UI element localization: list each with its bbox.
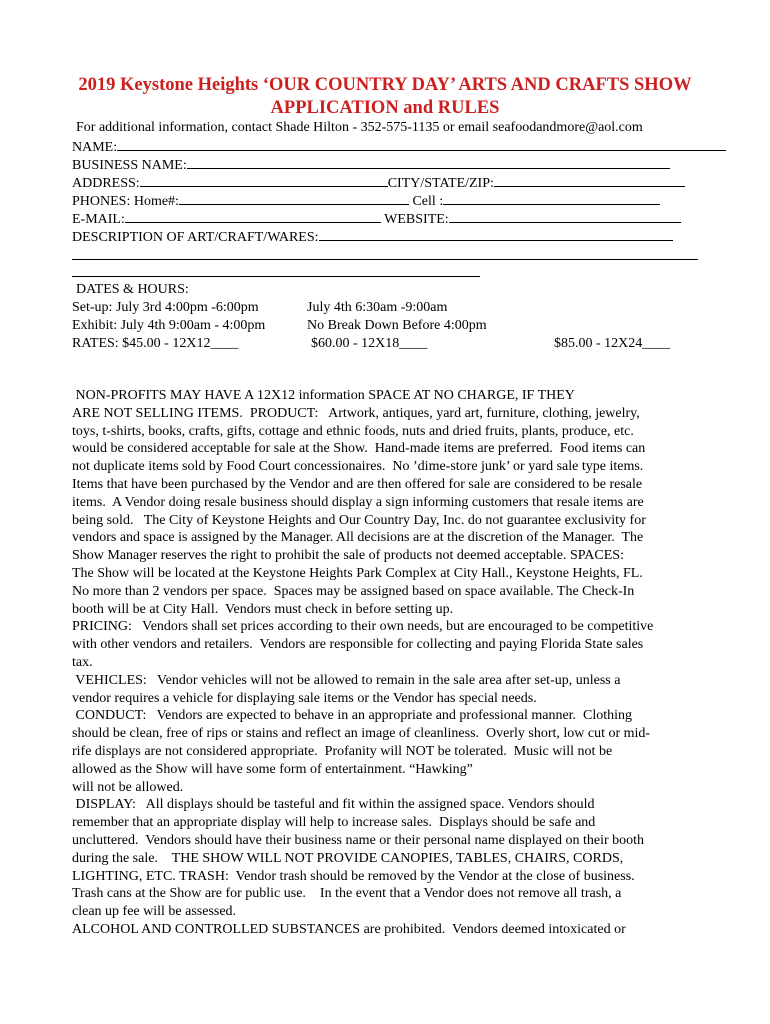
rate-12x18: $60.00 - 12X18____ — [311, 336, 428, 351]
description-field[interactable] — [319, 227, 673, 241]
rules-line: VEHICLES: Vendor vehicles will not be allowed to remain in the sale area after set-up, unless a — [72, 672, 621, 688]
description-line-3[interactable] — [72, 276, 480, 277]
setup-time-1: Set-up: July 3rd 4:00pm -6:00pm — [72, 300, 259, 315]
business-name-label: BUSINESS NAME: — [72, 158, 187, 173]
name-field[interactable] — [117, 137, 726, 151]
dates-heading: DATES & HOURS: — [76, 282, 189, 297]
rules-line: tax. — [72, 655, 93, 670]
rules-line: vendor requires a vehicle for displaying sale items or the Vendor has special needs. — [72, 690, 537, 706]
rules-line: allowed as the Show will have some form of entertainment. “Hawking” — [72, 761, 473, 777]
rules-line: remember that an appropriate display will help to increase sales. Displays should be safe and — [72, 815, 596, 831]
phone-home-field[interactable] — [179, 191, 409, 205]
address-field-row — [72, 173, 685, 193]
business-field-row — [72, 155, 670, 175]
email-label: E-MAIL: — [72, 212, 125, 227]
rules-line: will not be allowed. — [72, 779, 184, 795]
rules-line: should be clean, free of rips or stains and reflect an image of cleanliness. Overly short, low cut or mid- — [72, 726, 651, 742]
email-field[interactable] — [125, 209, 381, 223]
rules-line: with other vendors and retailers. Vendors are responsible for collecting and paying Florida State sales — [72, 637, 644, 653]
document-title — [40, 74, 730, 120]
title-line-2: APPLICATION and RULES — [270, 98, 500, 118]
phone-cell-label: Cell : — [412, 194, 444, 209]
rules-line: Items that have been purchased by the Vendor and are then offered for sale are considered to be resale — [72, 477, 643, 492]
contact-info: For additional information, contact Shade Hilton - 352-575-1135 or email seafoodandmore@aol.com — [76, 120, 643, 135]
website-label: WEBSITE: — [384, 212, 449, 227]
rules-line: rife displays are not considered appropriate. Profanity will NOT be tolerated. Music will not be — [72, 744, 613, 759]
rules-line: vendors and space is assigned by the Manager. All decisions are at the discretion of the Manager. The — [72, 530, 644, 546]
rules-line: would be considered acceptable for sale at the Show. Hand-made items are preferred. Food items can — [72, 441, 646, 457]
setup-time-2: July 4th 6:30am -9:00am — [307, 300, 448, 315]
rules-line: ARE NOT SELLING ITEMS. PRODUCT: Artwork, antiques, yard art, furniture, clothing, jewelry, — [72, 405, 640, 421]
description-line-2[interactable] — [72, 259, 698, 260]
rules-line: during the sale. THE SHOW WILL NOT PROVIDE CANOPIES, TABLES, CHAIRS, CORDS, — [72, 850, 624, 866]
rate-12x12: RATES: $45.00 - 12X12____ — [72, 336, 239, 351]
name-label: NAME: — [72, 140, 118, 155]
rules-line: toys, t-shirts, books, crafts, gifts, cottage and ethnic foods, nuts and dried fruits, plants, produce, etc. — [72, 423, 634, 439]
rules-line: being sold. The City of Keystone Heights and Our Country Day, Inc. do not guarantee exclusivity for — [72, 512, 646, 528]
city-state-zip-label: CITY/STATE/ZIP: — [387, 176, 494, 191]
rules-line: NON-PROFITS MAY HAVE A 12X12 information SPACE AT NO CHARGE, IF THEY — [72, 388, 575, 403]
exhibit-time-1: Exhibit: July 4th 9:00am - 4:00pm — [72, 318, 266, 333]
business-name-field[interactable] — [187, 155, 670, 169]
rules-line: items. A Vendor doing resale business should display a sign informing customers that resale items are — [72, 494, 644, 510]
rules-line: not duplicate items sold by Food Court concessionaires. No ’dime-store junk’ or yard sale type items. — [72, 459, 644, 475]
rules-line: The Show will be located at the Keystone Heights Park Complex at City Hall., Keystone Heights, FL. — [72, 566, 643, 581]
rules-line: PRICING: Vendors shall set prices according to their own needs, but are encouraged to be competitive — [72, 619, 654, 635]
phone-home-label: PHONES: Home#: — [72, 194, 179, 209]
rules-line: ALCOHOL AND CONTROLLED SUBSTANCES are prohibited. Vendors deemed intoxicated or — [72, 922, 626, 937]
rules-line: Show Manager reserves the right to prohibit the sale of products not deemed acceptable. SPACES: — [72, 548, 624, 564]
rules-line: clean up fee will be assessed. — [72, 904, 237, 920]
rules-line: uncluttered. Vendors should have their business name or their personal name displayed on their booth — [72, 833, 645, 848]
rules-line: LIGHTING, ETC. TRASH: Vendor trash should be removed by the Vendor at the close of business. — [72, 868, 635, 884]
title-line-1: 2019 Keystone Heights ‘OUR COUNTRY DAY’ ARTS AND CRAFTS SHOW — [78, 75, 692, 95]
rules-line: DISPLAY: All displays should be tasteful and fit within the assigned space. Vendors should — [72, 797, 595, 813]
name-field-row — [72, 137, 726, 157]
website-field[interactable] — [449, 209, 681, 223]
rules-line: Trash cans at the Show are for public use. In the event that a Vendor does not remove all trash, a — [72, 886, 622, 902]
rate-12x24: $85.00 - 12X24____ — [554, 336, 671, 351]
address-field[interactable] — [140, 173, 388, 187]
description-field-row — [72, 227, 673, 247]
exhibit-time-2: No Break Down Before 4:00pm — [307, 318, 487, 333]
phones-field-row — [72, 191, 660, 211]
email-field-row — [72, 209, 681, 229]
description-label: DESCRIPTION OF ART/CRAFT/WARES: — [72, 230, 319, 245]
rules-line: booth will be at City Hall. Vendors must check in before setting up. — [72, 601, 454, 617]
phone-cell-field[interactable] — [443, 191, 660, 205]
rules-line: CONDUCT: Vendors are expected to behave in an appropriate and professional manner. Clothing — [72, 708, 633, 724]
address-label: ADDRESS: — [72, 176, 140, 191]
rules-line: No more than 2 vendors per space. Spaces may be assigned based on space available. The Check-In — [72, 583, 635, 599]
city-state-zip-field[interactable] — [494, 173, 685, 187]
